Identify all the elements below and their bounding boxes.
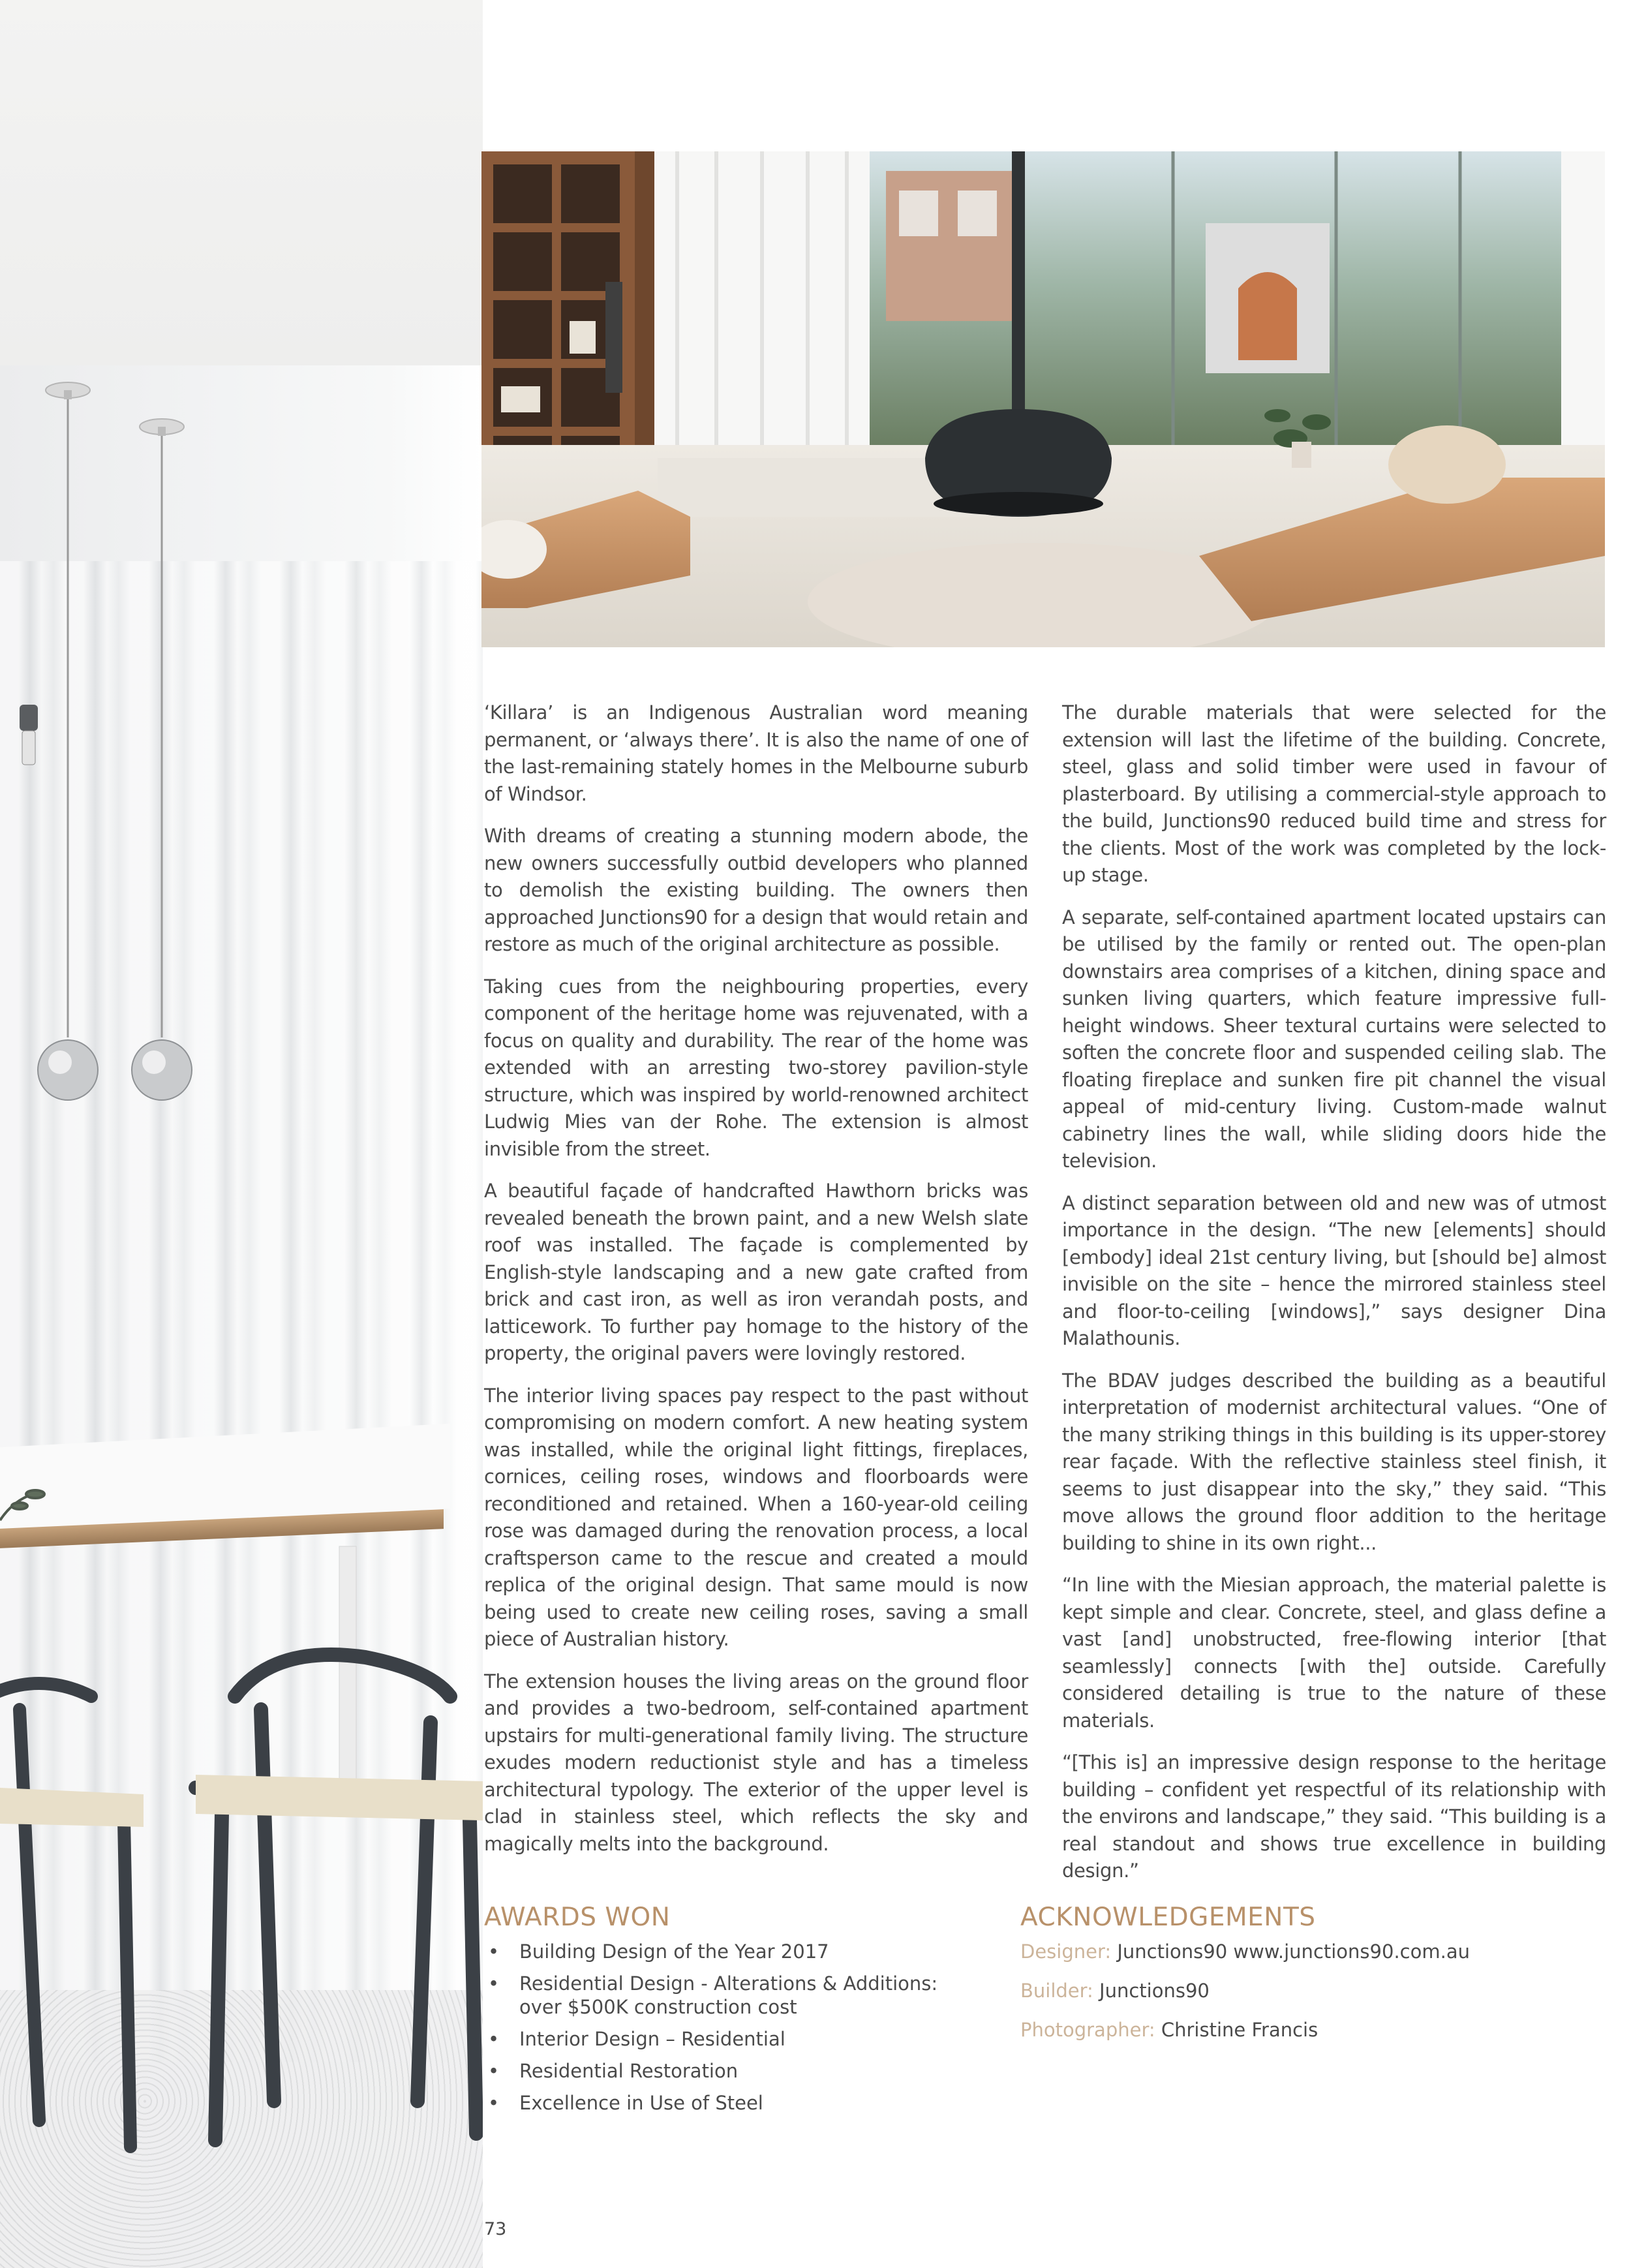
hero-photo — [481, 151, 1605, 647]
chair-icon — [0, 1683, 137, 2147]
awards-list — [484, 1940, 967, 2123]
photographer-credit — [1020, 2018, 1608, 2042]
bullet: • — [488, 2092, 500, 2114]
paragraph: The BDAV judges described the building as a beautiful interpretation of modernist architectural values. “One of the many striking things in this building is its upper-storey rear façade. With the reflective stainless steel finish, it seems to just disappear into the sky,” they said. “This move allows the ground floor addition to the heritage building to shine in its own right... — [1062, 1369, 1606, 1554]
paragraph: The interior living spaces pay respect to the past without compromising on modern comfort. A new heating system was installed, while the original light fittings, fireplaces, cornices, ceiling roses, windows and floorboards were reconditioned and retained. When a 160-year-old ceiling rose was damaged during the renovation process, a local craftsperson came to the rescue and created a mould replica of the original design. That same mould is now being used to create new ceiling roses, saving a small piece of Australian history. — [484, 1384, 1028, 1650]
article-column-right — [1062, 699, 1606, 1900]
award-label: Residential Design - Alterations & Additions: over $500K construction cost — [519, 1972, 938, 2018]
background-photo-details — [0, 0, 483, 2268]
list-item — [484, 1972, 967, 2019]
page-number: 73 — [484, 2219, 507, 2239]
background-photo — [0, 0, 483, 2268]
acknowledgements-heading: ACKNOWLEDGEMENTS — [1020, 1903, 1316, 1932]
paragraph: “[This is] an impressive design response to the heritage building – confident yet respectful of its relationship with the environs and landscape,” they said. “This building is a real standout and shows true excellence in building design.” — [1062, 1751, 1606, 1882]
paragraph: A beautiful façade of handcrafted Hawthorn bricks was revealed beneath the brown paint, and a new Welsh slate roof was installed. The façade is complemented by English-style landscaping and a new gate crafted from brick and cast iron, as well as iron verandah posts, and latticework. To further pay homage to the history of the property, the original pavers were lovingly restored. — [484, 1180, 1028, 1364]
article-column-left — [484, 699, 1028, 1873]
bullet: • — [488, 2028, 500, 2050]
paragraph: A separate, self-contained apartment located upstairs can be utilised by the family or rented out. The open-plan downstairs area comprises of a kitchen, dining space and sunken living quarters, which feature impressive full-height windows. Sheer textural curtains were selected to soften the concrete floor and suspended ceiling slab. The floating fireplace and sunken fire pit channel the visual appeal of mid-century living. Custom-made walnut cabinetry lines the wall, while sliding doors hide the television. — [1062, 906, 1606, 1172]
photographer-value: Christine Francis — [1155, 2019, 1319, 2041]
chair-seat — [0, 1788, 144, 1827]
acknowledgements-list — [1020, 1940, 1608, 2057]
builder-value: Junctions90 — [1093, 1980, 1210, 2002]
photographer-label: Photographer: — [1020, 2019, 1155, 2041]
paragraph: A distinct separation between old and new was of utmost importance in the design. “The new [elements] should [embody] ideal 21st century living, but [should be] almost invisible on the site – hence the mirrored stainless steel and floor-to-ceiling [windows],” says designer Dina Malathounis. — [1062, 1191, 1606, 1349]
table-leg — [339, 1546, 356, 1794]
award-label: Residential Restoration — [519, 2060, 739, 2082]
list-item — [484, 2027, 967, 2051]
paragraph: The extension houses the living areas on the ground floor and provides a two-bedroom, self-contained apartment upstairs for multi-generational family living. The structure exudes modern reductionist style and has a timeless architectural typology. The exterior of the upper level is clad in stainless steel, which reflects the sky and magically melts into the background. — [484, 1670, 1028, 1855]
designer-label: Designer: — [1020, 1940, 1112, 1963]
list-item — [484, 2091, 967, 2115]
bullet: • — [488, 2060, 500, 2082]
awards-heading: AWARDS WON — [484, 1903, 671, 1932]
award-label: Building Design of the Year 2017 — [519, 1940, 829, 1963]
builder-credit — [1020, 1979, 1608, 2002]
chair-seat — [196, 1775, 483, 1820]
designer-value: Junctions90 www.junctions90.com.au — [1111, 1940, 1470, 1963]
award-label: Excellence in Use of Steel — [519, 2092, 763, 2114]
bullet: • — [488, 1972, 500, 1995]
plant-icon — [0, 1490, 44, 1520]
award-label: Interior Design – Residential — [519, 2028, 785, 2050]
paragraph: The durable materials that were selected for the extension will last the lifetime of the building. Concrete, steel, glass and solid timber were used in favour of plasterboard. By utilising a commercial-style approach to the build, Junctions90 reduced build time and stress for the clients. Most of the work was completed by the lock-up stage. — [1062, 701, 1606, 886]
list-item — [484, 1940, 967, 1963]
pendant-light-icon — [38, 382, 98, 1100]
spotlight-icon — [20, 705, 38, 765]
pendant-light-icon — [132, 419, 192, 1100]
sunken-living-room-photo — [481, 151, 1605, 647]
designer-credit — [1020, 1940, 1608, 1963]
paragraph: Taking cues from the neighbouring properties, every component of the heritage home was rejuvenated, with a focus on quality and durability. The rear of the home was extended with an arresting two-storey pavilion-style structure, which was inspired by world-renowned architect Ludwig Mies van der Rohe. The extension is almost invisible from the street. — [484, 975, 1028, 1160]
builder-label: Builder: — [1020, 1980, 1093, 2002]
list-item — [484, 2059, 967, 2083]
paragraph: With dreams of creating a stunning modern abode, the new owners successfully outbid developers who planned to demolish the existing building. The owners then approached Junctions90 for a design that would retain and restore as much of the original architecture as possible. — [484, 825, 1028, 955]
paragraph: ‘Killara’ is an Indigenous Australian word meaning permanent, or ‘always there’. It is also the name of one of the last-remaining stately homes in the Melbourne suburb of Windsor. — [484, 701, 1028, 805]
bullet: • — [488, 1940, 500, 1963]
paragraph: “In line with the Miesian approach, the material palette is kept simple and clear. Concrete, steel, and glass define a vast [and] unobstructed, free-flowing interior [that seamlessly] connects [with the] outside. Carefully considered detailing is true to the nature of these materials. — [1062, 1574, 1606, 1732]
